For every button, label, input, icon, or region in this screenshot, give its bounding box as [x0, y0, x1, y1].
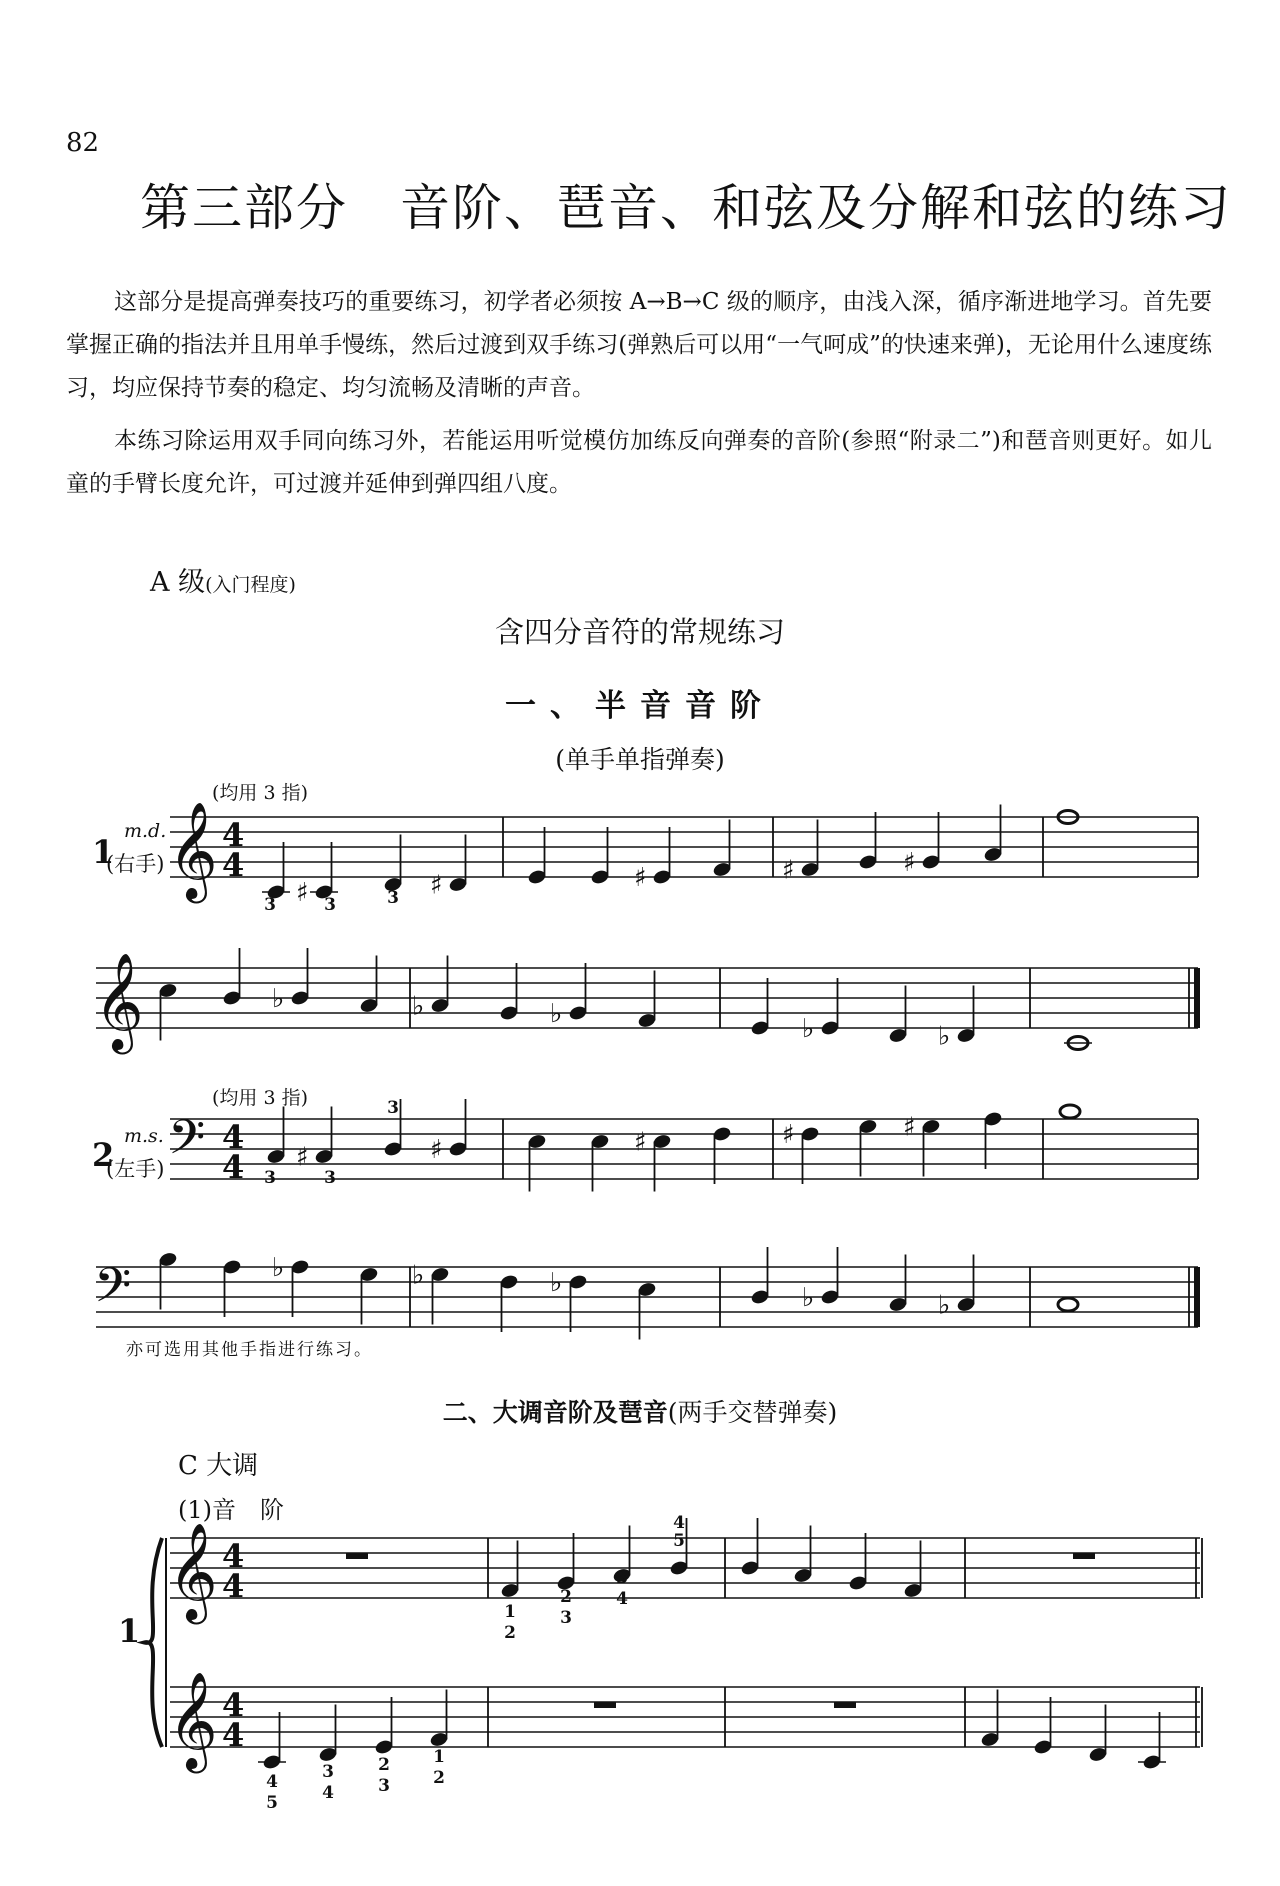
part2-heading-bold: 二、大调音阶及琶音 — [442, 1398, 668, 1427]
fingering-number: 4 — [616, 1589, 628, 1609]
sharp-icon: ♯ — [634, 863, 647, 893]
sharp-icon: ♯ — [634, 1127, 647, 1158]
flat-icon: ♭ — [412, 991, 425, 1022]
exercise-1-finger-note: (均用 3 指) — [212, 782, 308, 804]
treble-clef-icon: 𝄞 — [168, 1522, 218, 1620]
fingering-number: 3 — [324, 1168, 336, 1188]
time-signature-bottom: 4 — [222, 846, 245, 884]
flat-icon: ♭ — [802, 1014, 815, 1044]
time-signature-top: 4 — [222, 816, 245, 854]
part1-subheading: (单手单指弹奏) — [555, 745, 725, 774]
fingering-number: 3 — [322, 1762, 334, 1782]
footnote: 亦可选用其他手指进行练习。 — [126, 1340, 373, 1360]
fingering-number: 5 — [266, 1793, 278, 1813]
intro-paragraph-2: 本练习除运用双手同向练习外，若能运用听觉模仿加练反向弹奏的音阶(参照“附录二”)和琶音则更好。如儿童的手臂长度允许，可过渡并延伸到弹四组八度。 — [66, 428, 1212, 497]
part2-exercise-number: 1 — [118, 1612, 141, 1650]
fingering-number: 3 — [387, 1098, 399, 1118]
title-topic: 音阶、琶音、和弦及分解和弦的练习 — [400, 179, 1232, 237]
treble-clef-icon: 𝄞 — [168, 801, 218, 899]
level-name: A 级 — [150, 567, 206, 598]
sharp-icon: ♯ — [296, 878, 309, 908]
bass-clef-icon: 𝄢 — [94, 1257, 132, 1325]
fingering-number: 4 — [266, 1772, 278, 1792]
sharp-icon: ♯ — [782, 1120, 795, 1150]
fingering-number: 3 — [387, 888, 399, 908]
whole-note — [1058, 1298, 1078, 1311]
time-signature-top: 4 — [222, 1537, 245, 1575]
key-title: C 大调 — [178, 1451, 259, 1481]
flat-icon: ♭ — [802, 1283, 815, 1313]
fingering-number: 2 — [378, 1755, 390, 1775]
level-note: (入门程度) — [205, 574, 296, 596]
fingering-number: 2 — [560, 1587, 572, 1607]
sharp-icon: ♯ — [782, 855, 795, 886]
flat-icon: ♭ — [550, 1268, 563, 1298]
intro-paragraph-1: 这部分是提高弹奏技巧的重要练习，初学者必须按 A→B→C 级的顺序，由浅入深，循序渐进地学习。首先要掌握正确的指法并且用单手慢练，然后过渡到双手练习(弹熟后可以用“一气呵成”的快速来弹)，无论用什么速度练习，均应保持节奏的稳定、均匀流畅及清晰的声音。 — [66, 289, 1212, 401]
fingering-number: 4 — [673, 1513, 685, 1533]
sharp-icon: ♯ — [903, 848, 916, 878]
fingering-number: 2 — [504, 1623, 516, 1643]
fingering-number: 1 — [433, 1747, 445, 1767]
fingering-number: 3 — [264, 895, 276, 915]
whole-rest-icon — [1073, 1553, 1095, 1559]
grand-staff-brace-icon — [144, 1538, 162, 1747]
exercise-2-finger-note: (均用 3 指) — [212, 1087, 308, 1109]
whole-rest-icon — [346, 1553, 368, 1559]
exercise-2-hand: (左手) — [106, 1157, 165, 1181]
fingering-number: 3 — [378, 1776, 390, 1796]
exercise-2-hand-abbr-text: m.s. — [124, 1125, 164, 1147]
fingering-number: 3 — [616, 1568, 628, 1588]
flat-icon: ♭ — [272, 1253, 285, 1283]
treble-clef-icon: 𝄞 — [168, 1671, 218, 1769]
sharp-icon: ♯ — [430, 870, 443, 901]
fingering-number: 3 — [560, 1608, 572, 1628]
bass-clef-icon: 𝄢 — [168, 1109, 206, 1177]
sharp-icon: ♯ — [903, 1112, 916, 1143]
final-barline-thick — [1194, 1267, 1200, 1327]
sharp-icon: ♯ — [296, 1142, 309, 1173]
whole-rest-icon — [594, 1702, 616, 1708]
fingering-number: 2 — [433, 1768, 445, 1788]
exercise-1-hand: (右手) — [106, 852, 165, 876]
fingering-number: 3 — [264, 1168, 276, 1188]
page-number: 82 — [66, 128, 100, 158]
flat-icon: ♭ — [938, 1021, 951, 1052]
sharp-icon: ♯ — [430, 1135, 443, 1165]
flat-icon: ♭ — [938, 1290, 951, 1321]
whole-rest-icon — [834, 1702, 856, 1708]
fingering-number: 5 — [673, 1531, 685, 1551]
staves — [96, 817, 1202, 1747]
flat-icon: ♭ — [550, 999, 563, 1029]
flat-icon: ♭ — [272, 984, 285, 1014]
whole-note — [1060, 1105, 1080, 1118]
fingering-number: 3 — [324, 895, 336, 915]
title-part: 第三部分 — [140, 179, 348, 237]
time-signature-bottom: 4 — [222, 1567, 245, 1605]
exercise-1-hand-abbr-text: m.d. — [124, 820, 167, 842]
exercise-1-number: 1 — [92, 833, 115, 871]
part2-heading-rest: (两手交替弹奏) — [667, 1398, 838, 1427]
time-signature-top: 4 — [222, 1118, 245, 1156]
final-barline-thick — [1194, 968, 1200, 1028]
time-signature-bottom: 4 — [222, 1716, 245, 1754]
section-title: 含四分音符的常规练习 — [494, 615, 785, 649]
flat-icon: ♭ — [412, 1260, 425, 1291]
exercise-2-number: 2 — [92, 1136, 115, 1174]
part1-heading: 一、半音音阶 — [505, 688, 775, 724]
fingering-number: 1 — [504, 1602, 516, 1622]
time-signature-bottom: 4 — [222, 1148, 245, 1186]
time-signature-top: 4 — [222, 1686, 245, 1724]
fingering-number: 4 — [322, 1783, 334, 1803]
notation-marks — [94, 801, 1166, 1813]
scale-label: (1)音 阶 — [178, 1496, 284, 1524]
treble-clef-icon: 𝄞 — [94, 952, 144, 1050]
